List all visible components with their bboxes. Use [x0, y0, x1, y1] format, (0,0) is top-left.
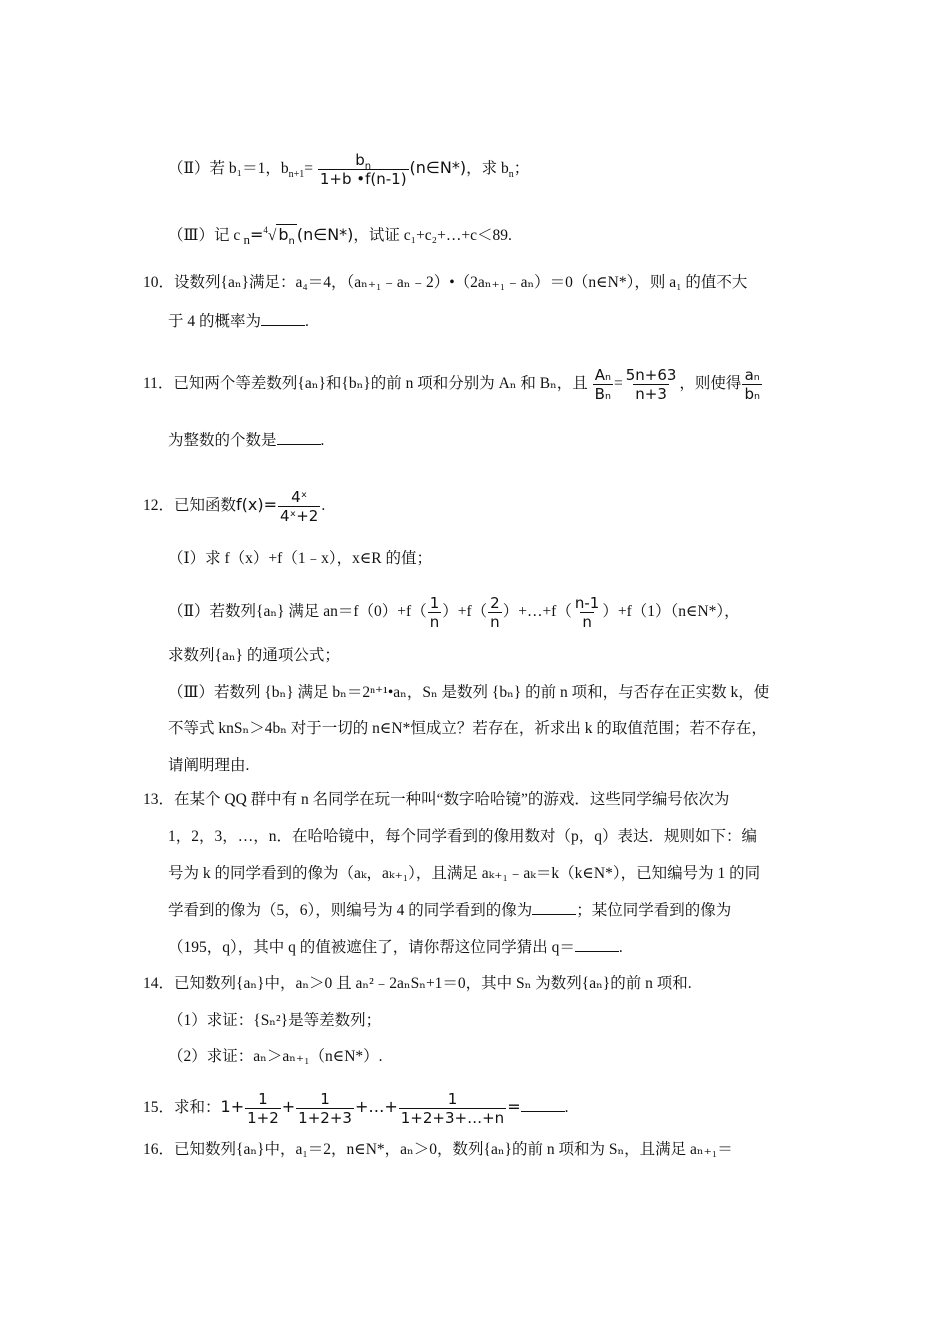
q11-frac2-den: n+3: [635, 385, 667, 403]
q11-line1: [143, 366, 763, 403]
q11-frac1-den: Bₙ: [594, 385, 611, 403]
q15-f2n: 1: [320, 1090, 330, 1108]
q11-frac-ratio: [624, 366, 679, 403]
q11-line2-text: 为整数的个数是: [168, 432, 277, 449]
q15-f3n: 1: [447, 1090, 458, 1108]
q11-frac-a-b: [593, 366, 613, 403]
q11-line2: 为整数的个数是 .: [168, 432, 325, 449]
q15-f1d: 1+2: [247, 1109, 279, 1127]
q12-part2-a: （Ⅱ）若数列{aₙ} 满足 an＝f（0）+f（: [168, 603, 427, 621]
q12-part3-line2: 不等式 knSₙ＞4bₙ 对于一切的 n∈N*恒成立？若存在，祈求出 k 的取值范围；若不存在，: [168, 720, 767, 737]
q13-line1: 13．在某个 QQ 群中有 n 名同学在玩一种叫“数字哈哈镜”的游戏．这些同学编号依次为: [143, 791, 730, 808]
q15-f3d: 1+2+3+…+n: [400, 1109, 505, 1127]
answer-blank: [532, 900, 576, 915]
q12-part3-line1: （Ⅲ）若数列 {bₙ} 满足 bₙ＝2ⁿ⁺¹•aₙ，Sₙ 是数列 {bₙ} 的前 n 项和，与否存在正实数 k，使: [168, 684, 770, 701]
q12-p2f1n: 1: [429, 594, 440, 612]
q15-f2d: 1+2+3: [298, 1109, 352, 1127]
q9-part3-formula: (n∈N*): [296, 225, 354, 244]
q12-p2f3n: n-1: [574, 594, 600, 612]
q12-part1: （Ⅰ）求 f（x）+f（1﹣x），x∈R 的值；: [168, 550, 433, 567]
q14-line1: 14．已知数列{aₙ}中，aₙ＞0 且 aₙ²﹣2aₙSₙ+1＝0，其中 Sₙ 为数列{aₙ}的前 n 项和.: [143, 975, 692, 992]
q11-frac3-den: bₙ: [744, 385, 760, 403]
q15-end: .: [564, 1099, 569, 1117]
q12-title: 12．已知函数f(x)= $\frac{\text{4ˣ}}{\text{4ˣ+2}}$ .: [143, 488, 326, 525]
q9-part2-fraction: $\frac{b_n}{1+b •f(n-1)}$: [319, 151, 407, 188]
q12-part2-d: ）+f（1）（n∈N*），: [602, 603, 740, 621]
q12-frac-2n: [488, 594, 502, 631]
q13-line5-a: （195，q），其中 q 的值被遮住了，请你帮这位同学猜出 q＝: [168, 939, 575, 956]
answer-blank: [575, 937, 619, 952]
q11-mid: ，则使得: [679, 375, 742, 393]
q14-part1: （1）求证：{Sₙ²}是等差数列；: [168, 1012, 382, 1029]
q11-frac1-num: Aₙ: [594, 366, 611, 384]
q15-dots: +…+: [354, 1097, 398, 1117]
answer-blank: [521, 1097, 565, 1112]
q15-f1n: 1: [258, 1090, 268, 1108]
q9-part3-prefix: （Ⅲ）记 c: [168, 227, 241, 244]
q10-line2: 于 4 的概率为 .: [168, 313, 309, 330]
q12-func: f(x)=: [236, 495, 278, 515]
q15-lead: 1+: [220, 1097, 245, 1117]
q12-p2f2d: n: [490, 613, 500, 631]
q12-title-text: 12．已知函数: [143, 497, 237, 515]
q9-part2-tail: (n∈N*): [409, 158, 467, 178]
q15-frac1: [245, 1090, 281, 1127]
q15-plus: +: [281, 1097, 296, 1117]
q12-p2f2n: 2: [490, 594, 500, 612]
q12-frac-num: 4ˣ: [291, 488, 308, 506]
q12-part3-line3: 请阐明理由.: [168, 757, 250, 774]
q13-line4-a: 学看到的像为（5，6），则编号为 4 的同学看到的像为: [168, 902, 533, 919]
q13-line3: 号为 k 的同学看到的像为（aₖ，aₖ₊₁），且满足 aₖ₊₁﹣aₖ＝k（k∈N*），已知编号为 1 的同: [168, 865, 761, 882]
q13-line2: 1，2，3，…，n．在哈哈镜中，每个同学看到的像用数对（p，q）表达．规则如下：编: [168, 828, 758, 845]
q13-line4-b: ；某位同学看到的像为: [576, 902, 732, 919]
q9-part2-end: ，求 b: [466, 160, 509, 178]
q12-p2f3d: n: [582, 613, 592, 631]
q12-frac-1n: [428, 594, 442, 631]
q15-frac3: [399, 1090, 506, 1127]
q12-part2-b: ）+f（: [442, 603, 488, 621]
q12-part2-line2: 求数列{aₙ} 的通项公式；: [168, 647, 340, 664]
q9-frac-den: 1+b •f(n-1): [319, 170, 407, 188]
q16-line1: 16．已知数列{aₙ}中，a₁＝2，n∈N*，aₙ＞0，数列{aₙ}的前 n 项和为 Sₙ，且满足 aₙ₊₁＝: [143, 1141, 733, 1158]
fourth-root: $^4$√ $b_n$: [263, 225, 295, 248]
q15-frac2: [296, 1090, 354, 1127]
q12-part2-c: ）+…+f（: [502, 603, 572, 621]
q9-part2: （Ⅱ）若 b₁＝1，$b_{n+1}=$ $\frac{b_n}{1+b •f(n-1)}$ (n∈N*)，求 $b_n$；: [168, 151, 530, 188]
q13-line4: [168, 900, 731, 922]
q9-part3: （Ⅲ）记 c $_n$=$^4$√ $b_n$ (n∈N*)，试证 c₁+c₂+…+c＜89.: [168, 225, 512, 248]
q15-eq: =: [507, 1097, 521, 1117]
q15-line: [143, 1090, 568, 1127]
q11-line1-text: 11．已知两个等差数列{aₙ}和{bₙ}的前 n 项和分别为 Aₙ 和 Bₙ，且: [143, 375, 588, 393]
q14-part2: （2）求证：aₙ＞aₙ₊₁（n∈N*）.: [168, 1048, 383, 1065]
q12-part2: [168, 594, 740, 631]
q9-part3-end: ，试证 c₁+c₂+…+c＜89.: [353, 227, 512, 244]
q11-frac3-num: aₙ: [744, 366, 760, 384]
q11-eq: =: [613, 375, 623, 393]
q12-frac: [278, 488, 320, 525]
q10-line1: 10．设数列{aₙ}满足：a₄＝4，（aₙ₊₁﹣aₙ﹣2）•（2aₙ₊₁﹣aₙ）＝0（n∈N*），则 a₁ 的值不大: [143, 274, 748, 291]
q12-frac-n1n: [573, 594, 601, 631]
q12-frac-den: 4ˣ+2: [280, 507, 319, 525]
q9-part2-cond: b₁＝1，b: [228, 160, 289, 178]
q11-frac-an-bn: [742, 366, 762, 403]
q13-line5-b: .: [618, 939, 623, 956]
q9-frac-num: b: [355, 151, 365, 169]
q15-prefix: 15．求和：: [143, 1099, 221, 1117]
q13-line5: [168, 937, 623, 959]
q9-part2-prefix: （Ⅱ）若: [168, 160, 229, 178]
q11-frac2-num: 5n+63: [625, 366, 677, 384]
answer-blank: [261, 311, 305, 326]
answer-blank: [277, 430, 321, 445]
q12-p2f1d: n: [429, 613, 440, 631]
q10-line2-text: 于 4 的概率为: [168, 313, 262, 330]
